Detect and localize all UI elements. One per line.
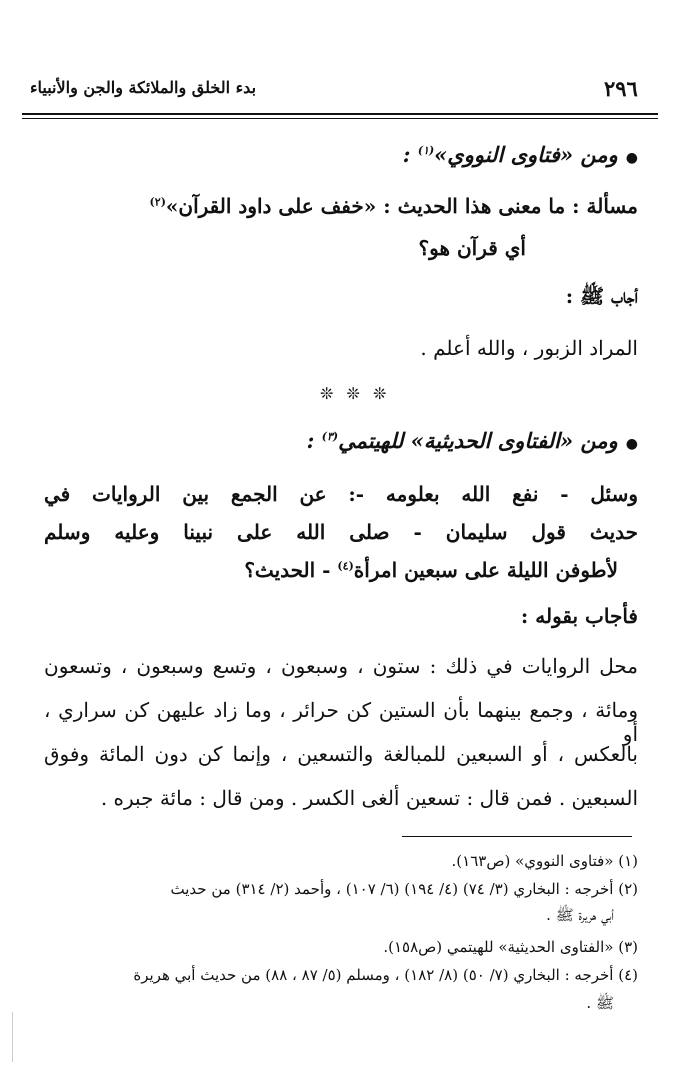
footnote-1: (١) «فتاوى النووي» (ص١٦٣). [451, 852, 638, 870]
bullet-icon: ● [625, 436, 638, 452]
section2-question-line2: حديث قول سليمان - صلى الله على نبينا وعليه وسلم [44, 520, 638, 544]
section2-colon: : [306, 428, 315, 453]
question-line3-text: لأطوفن الليلة على سبعين امرأة [353, 558, 618, 582]
page-number: ٢٩٦ [604, 76, 638, 101]
answer-line4: السبعين . فمن قال : تسعين ألغى الكسر . ومن قال : مائة جبره . [100, 786, 638, 810]
section1-answer-text: المراد الزبور ، والله أعلم . [420, 336, 638, 360]
footnote-ref-3: (٣) [321, 430, 339, 443]
question-text: مسألة : ما معنى هذا الحديث : «خفف على داود القرآن» [165, 194, 638, 218]
section1-question-line2: أي قرآن هو؟ [418, 236, 526, 260]
footnote-ref-1: (١) [417, 144, 435, 157]
footnote-rule [402, 836, 632, 837]
section1-heading [403, 142, 638, 167]
section2-heading [307, 428, 638, 453]
section2-question-line3 [244, 558, 618, 582]
footnote-2-cont: أبي هريرة ﷺ . [546, 906, 614, 924]
answer-line3: بالعكس ، أو السبعين للمبالغة والتسعين ، وإنما كن دون المائة وفوق [44, 742, 638, 766]
section1-heading-text: ومن «فتاوى النووي» [434, 142, 618, 167]
page-edge-mark [12, 1012, 13, 1062]
section1-colon: : [402, 142, 411, 167]
answer-line2: ومائة ، وجمع بينهما بأن الستين كن حرائر ، وما زاد عليهن كن سراري ، أو [44, 698, 638, 746]
header-rule-thick [22, 113, 658, 115]
section2-heading-text: ومن «الفتاوى الحديثية» للهيتمي [338, 428, 618, 453]
header-rule-thin [22, 118, 658, 119]
footnote-4-cont: ﷺ . [586, 994, 614, 1012]
bullet-icon: ● [625, 150, 638, 166]
section1-question-line1 [150, 194, 638, 218]
section2-answer-label: فأجاب بقوله : [520, 604, 638, 628]
footnote-3: (٣) «الفتاوى الحديثية» للهيتمي (ص١٥٨). [383, 938, 638, 956]
footnote-2: (٢) أخرجه : البخاري (٣/ ٧٤) (٤/ ١٩٤) (٦/ ١٠٧) ، وأحمد (٢/ ٣١٤) من حديث [170, 880, 638, 898]
separator-stars: ❊ ❊ ❊ [320, 384, 391, 403]
footnote-ref-2: (٢) [149, 195, 166, 209]
footnote-4: (٤) أخرجه : البخاري (٧/ ٥٠) (٨/ ١٨٢) ، ومسلم (٥/ ٨٧ ، ٨٨) من حديث أبي هريرة [133, 966, 638, 984]
section1-answer-label: أجاب ﷺ : [565, 284, 638, 308]
section2-question-line1: وسئل - نفع الله بعلومه -: عن الجمع بين الروايات في [44, 482, 638, 506]
footnote-ref-4: (٤) [337, 559, 354, 573]
question-line3-end: - الحديث؟ [244, 558, 338, 582]
running-title: بدء الخلق والملائكة والجن والأنبياء [30, 78, 257, 97]
answer-line1: محل الروايات في ذلك : ستون ، وسبعون ، وتسع وسبعون ، وتسعون [44, 654, 638, 678]
